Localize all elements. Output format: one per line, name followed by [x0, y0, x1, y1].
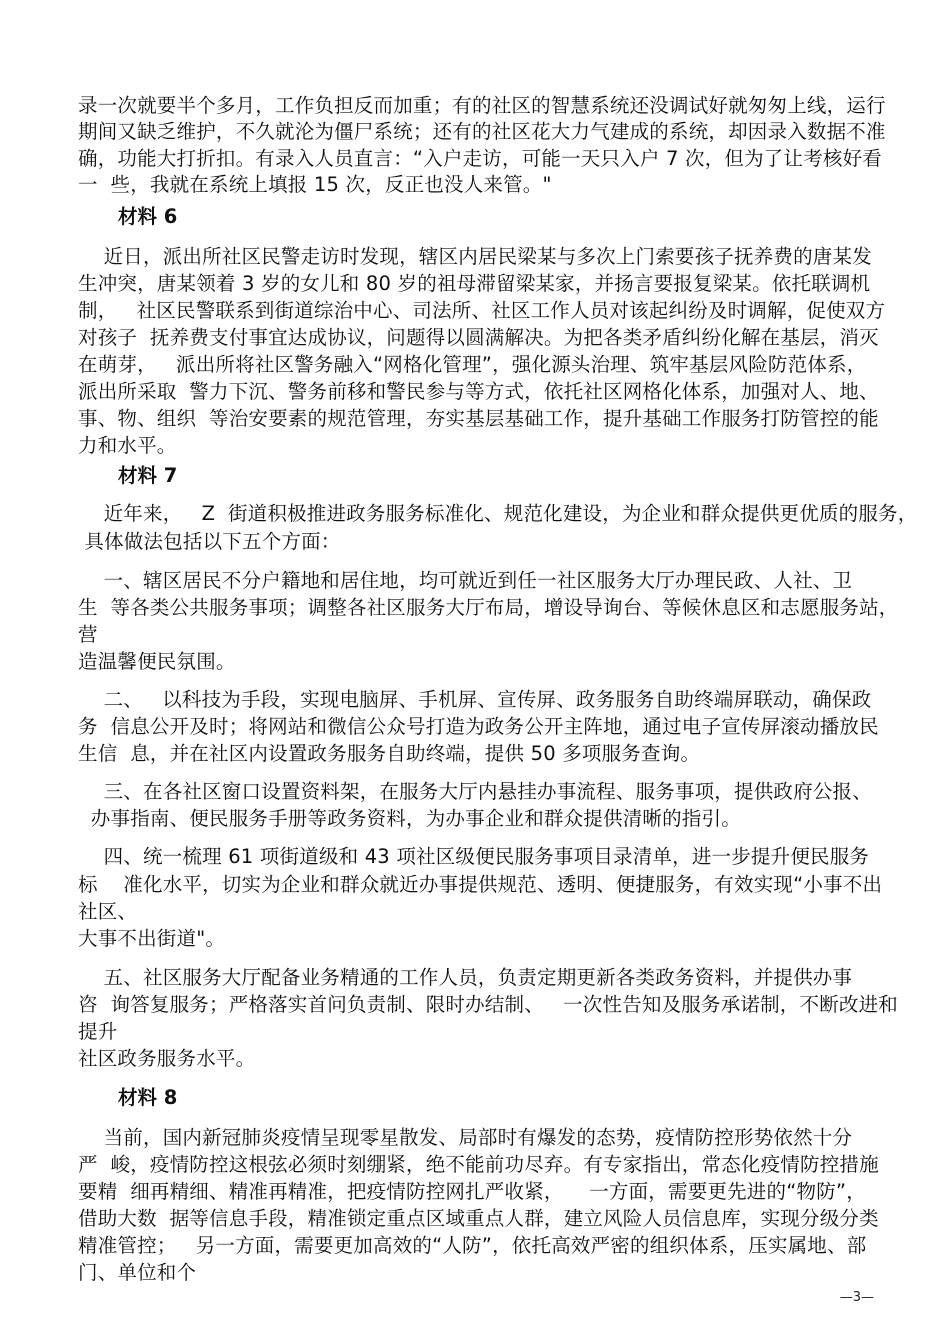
text-line: 社区政务服务水平。: [78, 1047, 256, 1070]
text-line: 生 等各类公共服务事项；调整各社区服务大厅布局，增设导询台、等候休息区和志愿服务站，: [78, 596, 899, 619]
text-line: 大事不出街道"。: [78, 927, 226, 950]
text-line: 制， 社区民警联系到街道综治中心、司法所、社区工作人员对该起纠纷及时调解，促使双方: [78, 299, 886, 322]
text-line: 四、统一梳理 61 项街道级和 43 项社区级便民服务事项目录清单，进一步提升便民服务: [78, 845, 870, 868]
text-line: 要精 细再精细、精准再精准，把疫情防控网扎严收紧， 一方面，需要更先进的“物防”，: [78, 1180, 866, 1203]
text-line: 生冲突，唐某领着 3 岁的女儿和 80 岁的祖母滞留梁某家，并扬言要报复梁某。依托联调机: [78, 272, 871, 295]
text-line: 生信 息，并在社区内设置政务服务自助终端，提供 50 多项服务查询。: [78, 742, 701, 765]
text-line: 咨 询答复服务；严格落实首问负责制、限时办结制、 一次性告知及服务承诺制，不断改进和: [78, 993, 898, 1016]
page-number: —3—: [839, 1290, 874, 1305]
text-line: 造温馨便民氛围。: [78, 650, 236, 673]
text-line: 一 些，我就在系统上填报 15 次，反正也没人来管。": [78, 173, 552, 196]
text-line: 借助大数 据等信息手段，精准锁定重点区域重点人群，建立风险人员信息库，实现分级分类: [78, 1207, 879, 1230]
text-line: 录一次就要半个多月，工作负担反而加重；有的社区的智慧系统还没调试好就匆匆上线，运行: [78, 94, 886, 117]
text-line: 当前，国内新冠肺炎疫情呈现零星散发、局部时有爆发的态势，疫情防控形势依然十分: [78, 1126, 853, 1149]
text-line: 精准管控； 另一方面，需要更加高效的“人防”，依托高效严密的组织体系，压实属地、部: [78, 1234, 867, 1257]
text-line: 近年来， Z 街道积极推进政务服务标准化、规范化建设，为企业和群众提供更优质的服务，: [78, 502, 918, 525]
text-line: 社区、: [78, 900, 138, 923]
text-line: 严 峻，疫情防控这根弦必须时刻绷紧，绝不能前功尽弃。有专家指出，常态化疫情防控措施: [78, 1153, 879, 1176]
text-line: 营: [78, 623, 98, 646]
text-line: 办事指南、便民服务手册等政务资料，为办事企业和群众提供清晰的指引。: [78, 807, 741, 830]
text-line: 力和水平。: [78, 434, 177, 457]
text-line: 在萌芽， 派出所将社区警务融入“网格化管理”，强化源头治理、筑牢基层风险防范体系，: [78, 353, 867, 376]
text-line: 具体做法包括以下五个方面：: [78, 530, 341, 553]
text-line: 二、 以科技为手段，实现电脑屏、手机屏、宣传屏、政务服务自助终端屏联动，确保政: [78, 688, 872, 711]
m8-heading: 材料 8: [118, 1086, 178, 1109]
text-line: 务 信息公开及时；将网站和微信公众号打造为政务公开主阵地，通过电子宣传屏滚动播放民: [78, 715, 879, 738]
text-line: 确，功能大打折扣。有录入人员直言：“入户走访，可能一天只入户 7 次，但为了让考核好看: [78, 147, 883, 170]
text-line: 派出所采取 警力下沉、警务前移和警民参与等方式，依托社区网格化体系，加强对人、地、: [78, 380, 879, 403]
text-line: 标 准化水平，切实为企业和群众就近办事提供规范、透明、便捷服务，有效实现“小事不出: [78, 873, 883, 896]
m6-heading: 材料 6: [118, 205, 178, 228]
m7-heading: 材料 7: [118, 464, 178, 487]
text-line: 门、单位和个: [78, 1261, 197, 1284]
text-line: 五、社区服务大厅配备业务精通的工作人员，负责定期更新各类政务资料，并提供办事: [78, 966, 853, 989]
text-line: 期间又缺乏维护，不久就沦为僵尸系统；还有的社区花大力气建成的系统，却因录入数据不准: [78, 120, 886, 143]
text-line: 近日，派出所社区民警走访时发现，辖区内居民梁某与多次上门索要孩子抚养费的唐某发: [78, 245, 872, 268]
text-line: 三、在各社区窗口设置资料架，在服务大厅内悬挂办事流程、服务事项，提供政府公报、: [78, 780, 872, 803]
text-line: 一、辖区居民不分户籍地和居住地，均可就近到任一社区服务大厅办理民政、人社、卫: [78, 569, 853, 592]
text-line: 事、物、组织 等治安要素的规范管理，夯实基层基础工作，提升基础工作服务打防管控的能: [78, 407, 879, 430]
text-line: 对孩子 抚养费支付事宜达成协议，问题得以圆满解决。为把各类矛盾纠纷化解在基层，消灭: [78, 326, 879, 349]
text-line: 提升: [78, 1020, 118, 1043]
